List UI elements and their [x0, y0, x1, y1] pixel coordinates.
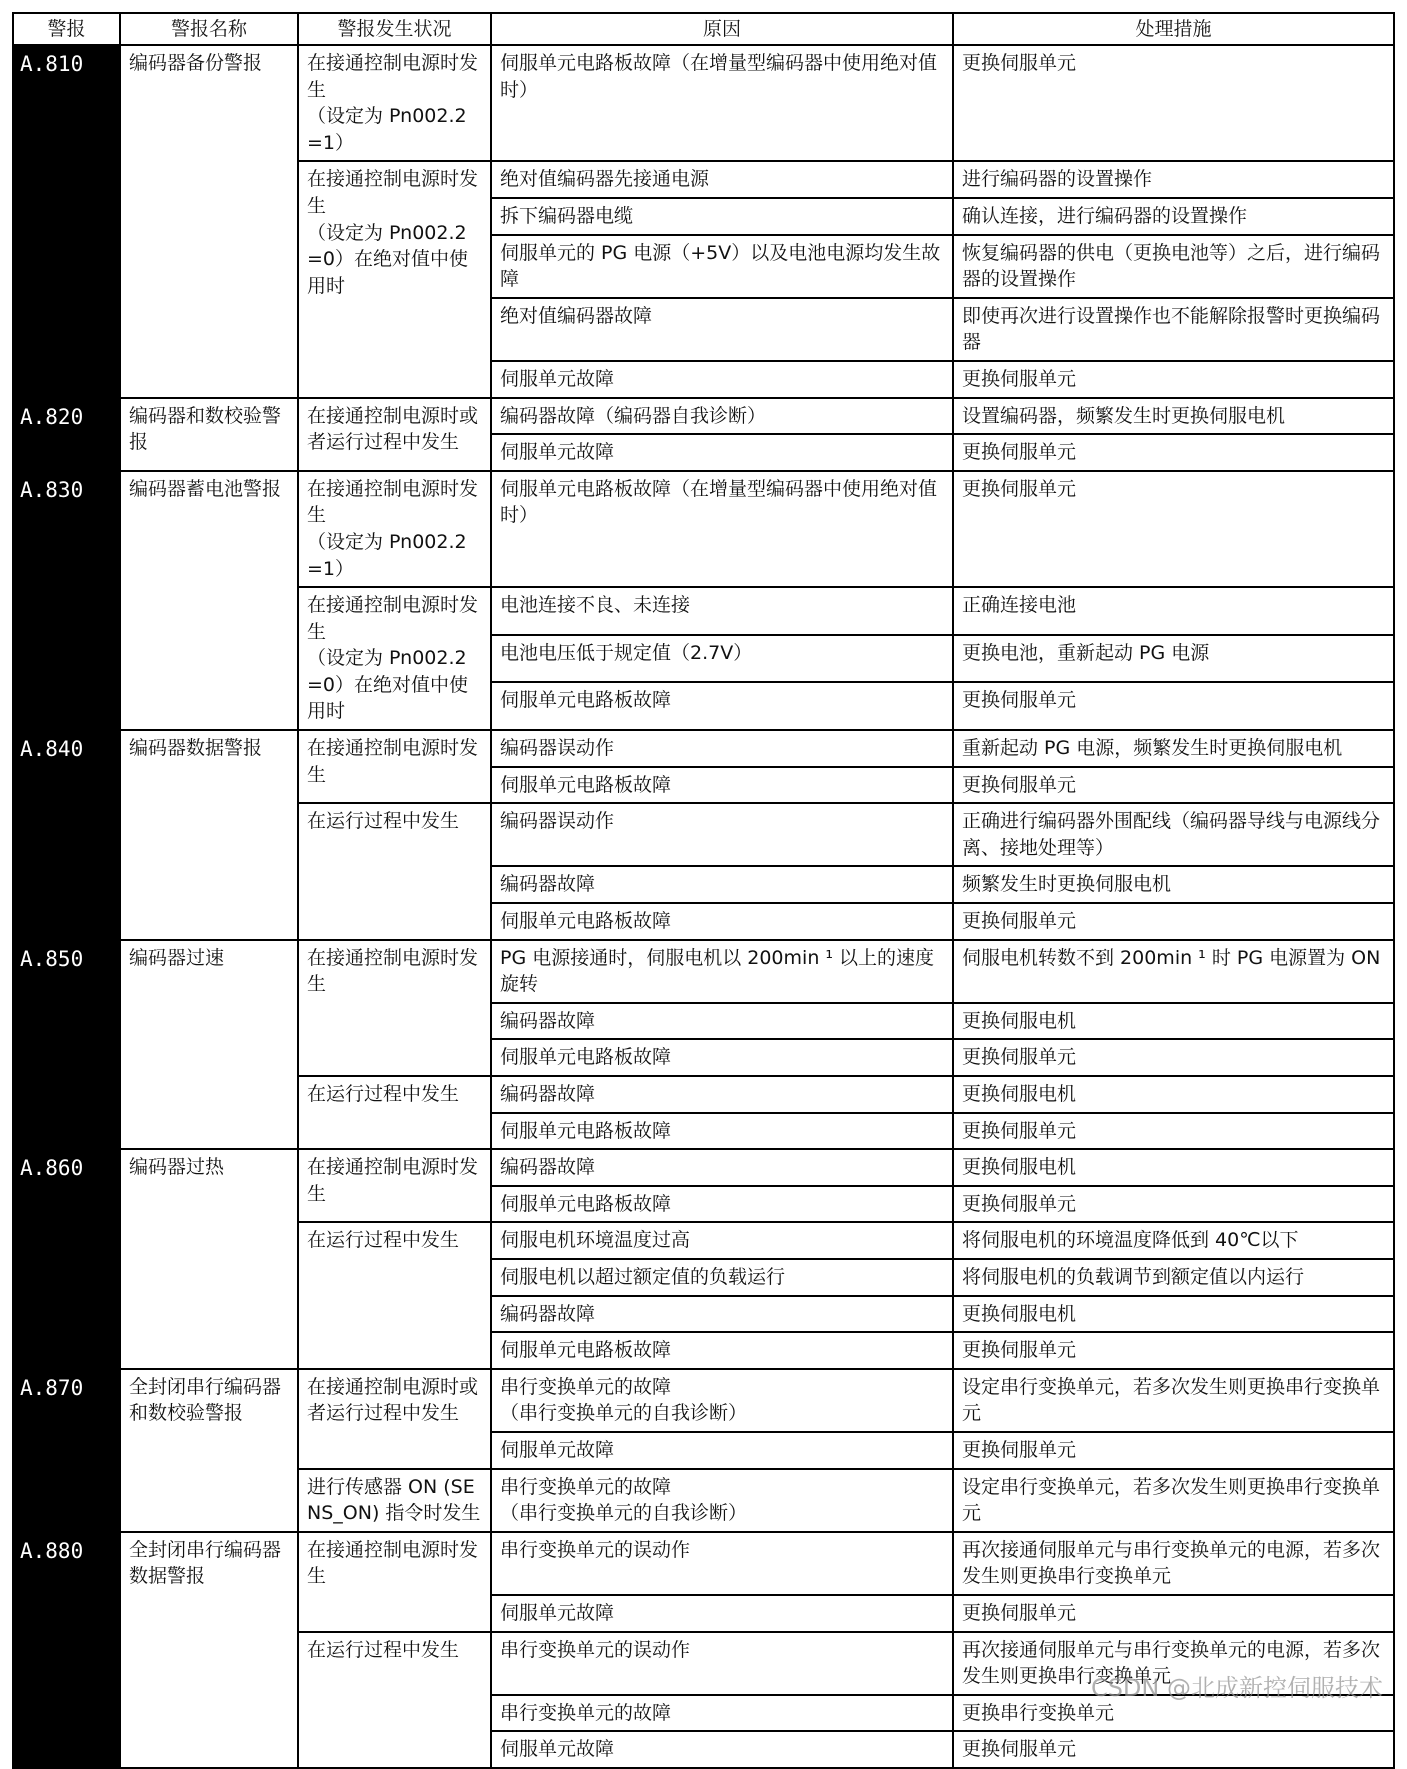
header-cause: 原因 [491, 13, 953, 45]
alarm-cause: 编码器误动作 [491, 730, 953, 767]
alarm-cause: PG 电源接通时，伺服电机以 200min ¹ 以上的速度旋转 [491, 940, 953, 1003]
alarm-action: 更换伺服单元 [953, 1731, 1394, 1768]
alarm-name: 编码器过速 [120, 940, 298, 1150]
alarm-action: 再次接通伺服单元与串行变换单元的电源，若多次发生则更换串行变换单元 [953, 1532, 1394, 1595]
alarm-action: 正确进行编码器外围配线（编码器导线与电源线分离、接地处理等） [953, 803, 1394, 866]
alarm-condition: 在运行过程中发生 [298, 1222, 491, 1368]
alarm-action: 更换伺服电机 [953, 1076, 1394, 1113]
alarm-condition: 在运行过程中发生 [298, 803, 491, 939]
alarm-action: 更换伺服单元 [953, 1186, 1394, 1223]
table-row [13, 1532, 1394, 1595]
alarm-action: 更换伺服单元 [953, 1595, 1394, 1632]
alarm-cause: 串行变换单元的故障 [491, 1695, 953, 1732]
alarm-action: 更换伺服单元 [953, 1113, 1394, 1150]
alarm-cause: 伺服电机环境温度过高 [491, 1222, 953, 1259]
watermark: CSDN @北成新控伺服技术 [1090, 1674, 1383, 1702]
alarm-action: 伺服电机转数不到 200min ¹ 时 PG 电源置为 ON [953, 940, 1394, 1003]
alarm-cause: 串行变换单元的误动作 [491, 1632, 953, 1695]
alarm-action: 重新起动 PG 电源，频繁发生时更换伺服电机 [953, 730, 1394, 767]
alarm-cause: 伺服单元故障 [491, 1432, 953, 1469]
table-row [13, 1369, 1394, 1432]
alarm-cause: 伺服单元故障 [491, 1731, 953, 1768]
table-row [13, 1149, 1394, 1186]
alarm-table [12, 12, 1395, 1769]
alarm-action: 设定串行变换单元，若多次发生则更换串行变换单元 [953, 1369, 1394, 1432]
alarm-cause: 编码器故障 [491, 1076, 953, 1113]
table-row [13, 398, 1394, 435]
alarm-code: A.860 [13, 1149, 120, 1369]
alarm-name: 编码器备份警报 [120, 45, 298, 398]
alarm-action: 将伺服电机的环境温度降低到 40℃以下 [953, 1222, 1394, 1259]
alarm-action: 即使再次进行设置操作也不能解除报警时更换编码器 [953, 298, 1394, 361]
alarm-action: 更换电池，重新起动 PG 电源 [953, 635, 1394, 683]
alarm-condition: 在接通控制电源时发生 [298, 940, 491, 1076]
alarm-cause: 伺服单元电路板故障 [491, 1039, 953, 1076]
alarm-cause: 伺服单元电路板故障 [491, 1113, 953, 1150]
alarm-cause: 拆下编码器电缆 [491, 198, 953, 235]
alarm-action: 更换伺服单元 [953, 1432, 1394, 1469]
alarm-action: 更换伺服单元 [953, 903, 1394, 940]
alarm-name: 全封闭串行编码器数据警报 [120, 1532, 298, 1768]
alarm-action: 再次接通伺服单元与串行变换单元的电源，若多次发生则更换串行变换单元 [953, 1632, 1394, 1695]
alarm-cause: 伺服单元电路板故障 [491, 682, 953, 730]
alarm-cause: 编码器故障 [491, 1149, 953, 1186]
alarm-condition: 在接通控制电源时或者运行过程中发生 [298, 398, 491, 471]
alarm-cause: 电池电压低于规定值（2.7V） [491, 635, 953, 683]
alarm-action: 恢复编码器的供电（更换电池等）之后，进行编码器的设置操作 [953, 235, 1394, 298]
header-action: 处理措施 [953, 13, 1394, 45]
alarm-action: 更换伺服电机 [953, 1149, 1394, 1186]
alarm-cause: 绝对值编码器故障 [491, 298, 953, 361]
alarm-action: 更换伺服单元 [953, 434, 1394, 471]
alarm-cause: 电池连接不良、未连接 [491, 587, 953, 635]
header-row [13, 13, 1394, 45]
alarm-action: 更换伺服单元 [953, 767, 1394, 804]
alarm-cause: 编码器故障 [491, 1296, 953, 1333]
alarm-action: 更换伺服单元 [953, 361, 1394, 398]
alarm-code: A.880 [13, 1532, 120, 1768]
alarm-cause: 串行变换单元的故障 （串行变换单元的自我诊断） [491, 1469, 953, 1532]
table-row [13, 45, 1394, 161]
alarm-code: A.820 [13, 398, 120, 471]
alarm-condition: 在接通控制电源时发生 （设定为 Pn002.2 =0）在绝对值中使用时 [298, 587, 491, 730]
alarm-cause: 编码器故障（编码器自我诊断） [491, 398, 953, 435]
alarm-cause: 伺服单元故障 [491, 361, 953, 398]
alarm-cause: 伺服单元电路板故障（在增量型编码器中使用绝对值时） [491, 45, 953, 161]
alarm-condition: 在接通控制电源时发生 [298, 730, 491, 803]
alarm-code: A.830 [13, 471, 120, 730]
alarm-cause: 编码器故障 [491, 1003, 953, 1040]
alarm-code: A.870 [13, 1369, 120, 1532]
alarm-action: 更换伺服电机 [953, 1296, 1394, 1333]
alarm-condition: 在运行过程中发生 [298, 1076, 491, 1149]
header-condition: 警报发生状况 [298, 13, 491, 45]
alarm-cause: 串行变换单元的误动作 [491, 1532, 953, 1595]
alarm-action: 将伺服电机的负载调节到额定值以内运行 [953, 1259, 1394, 1296]
alarm-cause: 伺服单元故障 [491, 1595, 953, 1632]
alarm-cause: 伺服单元电路板故障 [491, 767, 953, 804]
alarm-condition: 进行传感器 ON (SENS_ON) 指令时发生 [298, 1469, 491, 1532]
alarm-cause: 伺服单元电路板故障 [491, 1332, 953, 1369]
alarm-cause: 串行变换单元的故障 （串行变换单元的自我诊断） [491, 1369, 953, 1432]
alarm-action: 设置编码器，频繁发生时更换伺服电机 [953, 398, 1394, 435]
alarm-condition: 在接通控制电源时发生 （设定为 Pn002.2 =1） [298, 45, 491, 161]
header-name: 警报名称 [120, 13, 298, 45]
alarm-action: 更换伺服单元 [953, 45, 1394, 161]
alarm-cause: 编码器故障 [491, 866, 953, 903]
alarm-action: 更换伺服单元 [953, 471, 1394, 587]
alarm-cause: 伺服单元电路板故障（在增量型编码器中使用绝对值时） [491, 471, 953, 587]
table-body [13, 45, 1394, 1768]
table-header [13, 13, 1394, 45]
alarm-cause: 伺服单元电路板故障 [491, 903, 953, 940]
table-row [13, 940, 1394, 1003]
alarm-code: A.850 [13, 940, 120, 1150]
alarm-name: 编码器蓄电池警报 [120, 471, 298, 730]
alarm-cause: 伺服单元故障 [491, 434, 953, 471]
alarm-action: 进行编码器的设置操作 [953, 161, 1394, 198]
alarm-action: 更换伺服单元 [953, 1332, 1394, 1369]
alarm-cause: 伺服电机以超过额定值的负载运行 [491, 1259, 953, 1296]
alarm-name: 全封闭串行编码器和数校验警报 [120, 1369, 298, 1532]
alarm-action: 确认连接，进行编码器的设置操作 [953, 198, 1394, 235]
alarm-condition: 在接通控制电源时发生 （设定为 Pn002.2 =1） [298, 471, 491, 587]
alarm-cause: 伺服单元的 PG 电源（+5V）以及电池电源均发生故障 [491, 235, 953, 298]
alarm-code: A.810 [13, 45, 120, 398]
alarm-action: 设定串行变换单元，若多次发生则更换串行变换单元 [953, 1469, 1394, 1532]
alarm-condition: 在接通控制电源时或者运行过程中发生 [298, 1369, 491, 1469]
table-row [13, 471, 1394, 587]
alarm-action: 更换伺服单元 [953, 1039, 1394, 1076]
alarm-cause: 伺服单元电路板故障 [491, 1186, 953, 1223]
alarm-action: 更换伺服电机 [953, 1003, 1394, 1040]
alarm-action: 更换串行变换单元 [953, 1695, 1394, 1732]
header-code: 警报 [13, 13, 120, 45]
alarm-name: 编码器数据警报 [120, 730, 298, 940]
alarm-action: 正确连接电池 [953, 587, 1394, 635]
alarm-condition: 在接通控制电源时发生 （设定为 Pn002.2 =0）在绝对值中使用时 [298, 161, 491, 397]
alarm-condition: 在接通控制电源时发生 [298, 1149, 491, 1222]
alarm-cause: 编码器误动作 [491, 803, 953, 866]
alarm-action: 更换伺服单元 [953, 682, 1394, 730]
alarm-code: A.840 [13, 730, 120, 940]
table-row [13, 730, 1394, 767]
alarm-action: 频繁发生时更换伺服电机 [953, 866, 1394, 903]
alarm-name: 编码器和数校验警报 [120, 398, 298, 471]
alarm-condition: 在运行过程中发生 [298, 1632, 491, 1768]
alarm-condition: 在接通控制电源时发生 [298, 1532, 491, 1632]
alarm-cause: 绝对值编码器先接通电源 [491, 161, 953, 198]
alarm-name: 编码器过热 [120, 1149, 298, 1369]
